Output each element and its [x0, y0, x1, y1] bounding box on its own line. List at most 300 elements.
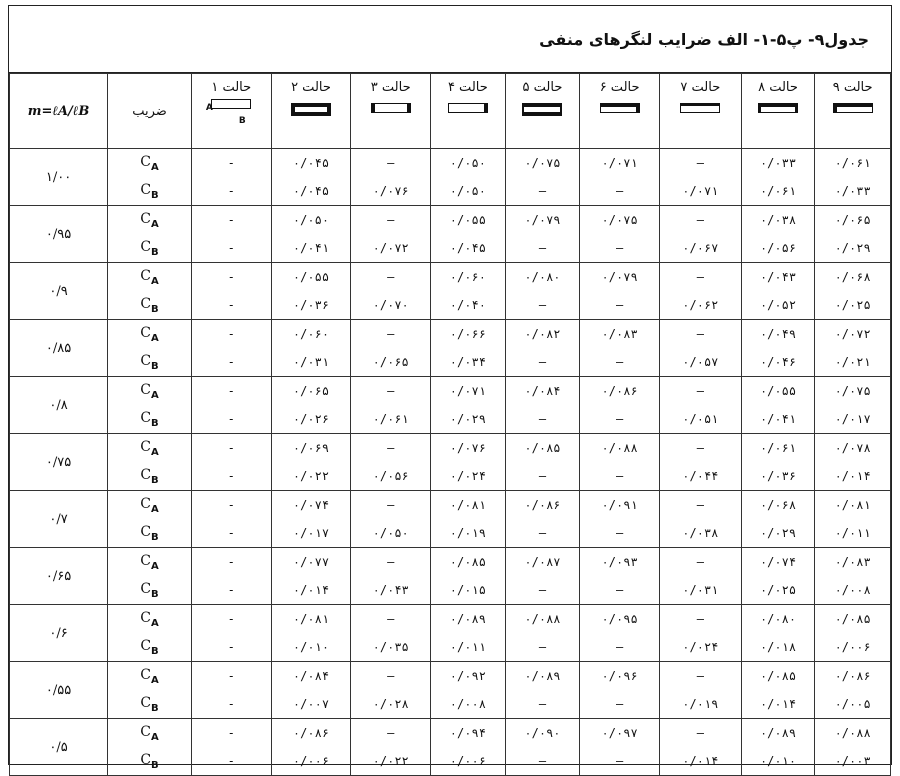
- value-cell: ۰/۰۱۱: [431, 633, 506, 662]
- m-ratio-cell: ۰/۹۵: [10, 206, 108, 263]
- value-cell: ۰/۰۸۱: [271, 605, 351, 634]
- value-cell: –: [505, 348, 580, 377]
- value-cell: ۰/۰۷۵: [505, 149, 580, 178]
- coefficient-cell: [108, 263, 192, 292]
- value-cell: ۰/۰۳۳: [815, 177, 891, 206]
- coefficient-cell: [108, 320, 192, 349]
- value-cell: –: [505, 291, 580, 320]
- value-cell: ۰/۰۸۰: [741, 605, 815, 634]
- table-row: [10, 177, 891, 206]
- value-cell: –: [580, 633, 660, 662]
- value-cell: ۰/۰۸۱: [431, 491, 506, 520]
- value-cell: -: [191, 491, 271, 520]
- value-cell: ۰/۰۲۸: [351, 690, 431, 719]
- edge-a-label: A: [205, 103, 213, 113]
- value-cell: ۰/۰۹۳: [580, 548, 660, 577]
- coefficient-symbol: C: [140, 438, 151, 455]
- slab-edge-diagram: [600, 103, 640, 113]
- value-cell: ۰/۰۷۷: [271, 548, 351, 577]
- table-row: [10, 491, 891, 520]
- value-cell: ۰/۰۹۷: [580, 719, 660, 748]
- value-cell: ۰/۰۸۵: [431, 548, 506, 577]
- value-cell: ۰/۰۸۸: [815, 719, 891, 748]
- value-cell: -: [191, 690, 271, 719]
- value-cell: ۰/۰۲۲: [271, 462, 351, 491]
- coefficient-cell: [108, 291, 192, 320]
- case-header-2: [271, 74, 351, 149]
- coefficient-symbol: C: [140, 181, 152, 198]
- value-cell: ۰/۰۷۲: [351, 234, 431, 263]
- coefficient-symbol: C: [140, 267, 151, 284]
- coefficient-cell: [108, 662, 192, 691]
- coefficient-subscript: B: [151, 246, 159, 258]
- value-cell: ۰/۰۵۷: [659, 348, 741, 377]
- m-ratio-cell: ۰/۵۵: [10, 662, 108, 719]
- value-cell: -: [191, 633, 271, 662]
- value-cell: ۰/۰۸۵: [505, 434, 580, 463]
- value-cell: ۰/۰۵۵: [271, 263, 351, 292]
- case-header-8: [741, 74, 815, 149]
- value-cell: ۰/۰۲۴: [431, 462, 506, 491]
- case-header-6: [580, 74, 660, 149]
- value-cell: –: [659, 434, 741, 463]
- table-row: [10, 291, 891, 320]
- coefficient-subscript: B: [151, 303, 159, 315]
- value-cell: ۰/۰۱۷: [815, 405, 891, 434]
- coefficient-subscript: A: [150, 560, 159, 572]
- coefficient-symbol: C: [140, 666, 151, 683]
- coefficient-subscript: B: [151, 645, 159, 657]
- value-cell: ۰/۰۵۰: [431, 149, 506, 178]
- value-cell: ۰/۰۸۶: [580, 377, 660, 406]
- coefficient-cell: [108, 206, 192, 235]
- value-cell: -: [191, 263, 271, 292]
- value-cell: –: [351, 263, 431, 292]
- coefficient-subscript: A: [150, 503, 159, 515]
- coefficient-cell: [108, 405, 192, 434]
- value-cell: -: [191, 719, 271, 748]
- coefficient-symbol: C: [140, 723, 151, 740]
- value-cell: -: [191, 348, 271, 377]
- case-label: حالت ۹: [832, 80, 873, 95]
- coefficient-symbol: C: [140, 409, 152, 426]
- value-cell: ۰/۰۳۱: [271, 348, 351, 377]
- value-cell: ۰/۰۸۹: [505, 662, 580, 691]
- value-cell: ۰/۰۶۰: [271, 320, 351, 349]
- value-cell: ۰/۰۶۱: [815, 149, 891, 178]
- m-ratio-cell: ۰/۷۵: [10, 434, 108, 491]
- m-ratio-cell: ۱/۰۰: [10, 149, 108, 206]
- value-cell: ۰/۰۶۲: [659, 291, 741, 320]
- value-cell: -: [191, 177, 271, 206]
- value-cell: –: [580, 519, 660, 548]
- value-cell: ۰/۰۵۰: [351, 519, 431, 548]
- coefficient-subscript: A: [150, 275, 159, 287]
- value-cell: ۰/۰۸۶: [271, 719, 351, 748]
- value-cell: ۰/۰۹۲: [431, 662, 506, 691]
- value-cell: –: [659, 263, 741, 292]
- coefficient-subscript: A: [150, 161, 159, 173]
- coefficient-symbol: C: [140, 466, 152, 483]
- value-cell: ۰/۰۱۹: [659, 690, 741, 719]
- value-cell: -: [191, 576, 271, 605]
- value-cell: ۰/۰۰۷: [271, 690, 351, 719]
- value-cell: ۰/۰۴۵: [271, 177, 351, 206]
- value-cell: –: [659, 491, 741, 520]
- value-cell: ۰/۰۲۱: [815, 348, 891, 377]
- value-cell: –: [351, 149, 431, 178]
- value-cell: ۰/۰۳۶: [741, 462, 815, 491]
- slab-edge-diagram: [758, 103, 798, 113]
- value-cell: -: [191, 377, 271, 406]
- table-row: [10, 263, 891, 292]
- value-cell: ۰/۰۸۹: [431, 605, 506, 634]
- value-cell: ۰/۰۰۶: [271, 747, 351, 776]
- table-row: [10, 206, 891, 235]
- value-cell: ۰/۰۲۹: [815, 234, 891, 263]
- value-cell: ۰/۰۵۰: [431, 177, 506, 206]
- value-cell: ۰/۰۸۵: [741, 662, 815, 691]
- value-cell: -: [191, 149, 271, 178]
- slab-edge-diagram: [833, 103, 873, 113]
- value-cell: –: [659, 149, 741, 178]
- case-label: حالت ۶: [599, 80, 640, 95]
- case-label: حالت ۲: [291, 80, 331, 95]
- m-ratio-cell: ۰/۶: [10, 605, 108, 662]
- value-cell: –: [505, 177, 580, 206]
- value-cell: ۰/۰۸۲: [505, 320, 580, 349]
- value-cell: ۰/۰۸۶: [815, 662, 891, 691]
- table-row: [10, 605, 891, 634]
- coefficient-subscript: A: [150, 731, 159, 743]
- value-cell: –: [580, 405, 660, 434]
- value-cell: ۰/۰۱۴: [659, 747, 741, 776]
- value-cell: –: [505, 462, 580, 491]
- value-cell: –: [580, 462, 660, 491]
- value-cell: ۰/۰۸۶: [505, 491, 580, 520]
- value-cell: ۰/۰۸۱: [815, 491, 891, 520]
- value-cell: –: [580, 747, 660, 776]
- value-cell: ۰/۰۷۲: [815, 320, 891, 349]
- case-label: حالت ۷: [680, 80, 721, 95]
- value-cell: ۰/۰۵۵: [431, 206, 506, 235]
- value-cell: –: [580, 348, 660, 377]
- value-cell: ۰/۰۶۶: [431, 320, 506, 349]
- value-cell: ۰/۰۸۴: [505, 377, 580, 406]
- coefficient-subscript: B: [151, 759, 159, 771]
- value-cell: ۰/۰۸۴: [271, 662, 351, 691]
- value-cell: ۰/۰۲۴: [659, 633, 741, 662]
- m-ratio-cell: ۰/۹: [10, 263, 108, 320]
- case-label: حالت ۳: [370, 80, 411, 95]
- value-cell: ۰/۰۱۸: [741, 633, 815, 662]
- table-frame: [8, 5, 892, 771]
- coefficient-subscript: A: [150, 446, 159, 458]
- value-cell: ۰/۰۱۴: [271, 576, 351, 605]
- value-cell: –: [505, 690, 580, 719]
- value-cell: ۰/۰۳۶: [271, 291, 351, 320]
- value-cell: ۰/۰۲۵: [815, 291, 891, 320]
- case-label: حالت ۵: [522, 80, 563, 95]
- coefficient-subscript: A: [150, 218, 159, 230]
- table-row: [10, 348, 891, 377]
- value-cell: ۰/۰۷۱: [580, 149, 660, 178]
- coefficient-subscript: A: [150, 617, 159, 629]
- coefficient-header: ضریب: [108, 74, 192, 149]
- table-row: [10, 719, 891, 748]
- case-label: حالت ۴: [447, 80, 488, 95]
- coefficient-symbol: C: [140, 352, 152, 369]
- value-cell: -: [191, 434, 271, 463]
- table-row: [10, 519, 891, 548]
- coefficient-table: [9, 73, 891, 776]
- value-cell: –: [505, 747, 580, 776]
- value-cell: ۰/۰۴۵: [271, 149, 351, 178]
- value-cell: –: [580, 234, 660, 263]
- coefficient-symbol: C: [140, 238, 152, 255]
- value-cell: ۰/۰۰۸: [431, 690, 506, 719]
- value-cell: ۰/۰۴۱: [741, 405, 815, 434]
- value-cell: –: [659, 320, 741, 349]
- value-cell: ۰/۰۰۶: [815, 633, 891, 662]
- value-cell: ۰/۰۸۷: [505, 548, 580, 577]
- page-title: جدول۹- پ۵-۱- الف ضرایب لنگرهای منفی: [9, 6, 891, 73]
- table-row: [10, 690, 891, 719]
- value-cell: ۰/۰۲۹: [741, 519, 815, 548]
- coefficient-symbol: C: [140, 210, 151, 227]
- value-cell: ۰/۰۷۸: [815, 434, 891, 463]
- coefficient-cell: [108, 177, 192, 206]
- coefficient-subscript: B: [151, 189, 159, 201]
- value-cell: -: [191, 662, 271, 691]
- coefficient-subscript: B: [151, 474, 159, 486]
- value-cell: ۰/۰۸۵: [815, 605, 891, 634]
- value-cell: ۰/۰۷۴: [741, 548, 815, 577]
- value-cell: ۰/۰۱۹: [431, 519, 506, 548]
- value-cell: –: [659, 662, 741, 691]
- value-cell: ۰/۰۵۲: [741, 291, 815, 320]
- slab-edge-diagram: [448, 103, 488, 113]
- coefficient-symbol: C: [140, 609, 151, 626]
- value-cell: ۰/۰۲۵: [741, 576, 815, 605]
- table-body: [10, 149, 891, 776]
- value-cell: ۰/۰۱۰: [741, 747, 815, 776]
- coefficient-cell: [108, 576, 192, 605]
- value-cell: ۰/۰۷۶: [431, 434, 506, 463]
- value-cell: –: [351, 719, 431, 748]
- coefficient-symbol: C: [140, 381, 151, 398]
- value-cell: ۰/۰۷۵: [815, 377, 891, 406]
- value-cell: ۰/۰۳۱: [659, 576, 741, 605]
- value-cell: ۰/۰۸۳: [580, 320, 660, 349]
- value-cell: ۰/۰۹۵: [580, 605, 660, 634]
- coefficient-cell: [108, 149, 192, 178]
- coefficient-symbol: C: [140, 523, 152, 540]
- value-cell: ۰/۰۸۰: [505, 263, 580, 292]
- slab-edge-diagram: [680, 103, 720, 113]
- case-header-9: [815, 74, 891, 149]
- value-cell: -: [191, 605, 271, 634]
- table-row: [10, 633, 891, 662]
- value-cell: ۰/۰۱۴: [741, 690, 815, 719]
- value-cell: ۰/۰۶۵: [351, 348, 431, 377]
- value-cell: ۰/۰۶۸: [741, 491, 815, 520]
- value-cell: ۰/۰۵۶: [351, 462, 431, 491]
- coefficient-cell: [108, 348, 192, 377]
- table-row: [10, 462, 891, 491]
- value-cell: ۰/۰۹۰: [505, 719, 580, 748]
- value-cell: ۰/۰۶۵: [271, 377, 351, 406]
- value-cell: ۰/۰۴۴: [659, 462, 741, 491]
- value-cell: ۰/۰۸۸: [580, 434, 660, 463]
- coefficient-cell: [108, 234, 192, 263]
- value-cell: –: [351, 206, 431, 235]
- coefficient-cell: [108, 462, 192, 491]
- coefficient-subscript: A: [150, 389, 159, 401]
- value-cell: ۰/۰۵۰: [271, 206, 351, 235]
- value-cell: ۰/۰۶۱: [741, 177, 815, 206]
- coefficient-symbol: C: [140, 324, 151, 341]
- value-cell: ۰/۰۵۱: [659, 405, 741, 434]
- value-cell: –: [659, 206, 741, 235]
- value-cell: ۰/۰۱۴: [815, 462, 891, 491]
- value-cell: -: [191, 405, 271, 434]
- value-cell: ۰/۰۶۷: [659, 234, 741, 263]
- value-cell: ۰/۰۷۶: [351, 177, 431, 206]
- value-cell: –: [505, 576, 580, 605]
- value-cell: -: [191, 462, 271, 491]
- value-cell: ۰/۰۱۱: [815, 519, 891, 548]
- m-ratio-cell: ۰/۸۵: [10, 320, 108, 377]
- value-cell: ۰/۰۶۵: [815, 206, 891, 235]
- coefficient-subscript: B: [151, 588, 159, 600]
- value-cell: ۰/۰۸۹: [741, 719, 815, 748]
- value-cell: ۰/۰۶۱: [741, 434, 815, 463]
- value-cell: ۰/۰۶۱: [351, 405, 431, 434]
- value-cell: ۰/۰۸۸: [505, 605, 580, 634]
- value-cell: ۰/۰۳۳: [741, 149, 815, 178]
- value-cell: ۰/۰۴۰: [431, 291, 506, 320]
- coefficient-symbol: C: [140, 637, 152, 654]
- value-cell: ۰/۰۶۹: [271, 434, 351, 463]
- coefficient-symbol: C: [140, 295, 152, 312]
- value-cell: -: [191, 234, 271, 263]
- value-cell: –: [351, 605, 431, 634]
- m-ratio-cell: ۰/۵: [10, 719, 108, 776]
- value-cell: ۰/۰۹۱: [580, 491, 660, 520]
- value-cell: -: [191, 519, 271, 548]
- value-cell: –: [351, 662, 431, 691]
- slab-edge-diagram: [522, 103, 562, 116]
- coefficient-symbol: C: [140, 694, 152, 711]
- value-cell: ۰/۰۷۱: [431, 377, 506, 406]
- case-label: حالت ۱: [211, 80, 252, 95]
- slab-edge-diagram: [211, 99, 251, 109]
- value-cell: ۰/۰۴۱: [271, 234, 351, 263]
- value-cell: –: [659, 548, 741, 577]
- value-cell: –: [580, 576, 660, 605]
- value-cell: –: [351, 320, 431, 349]
- value-cell: ۰/۰۲۲: [351, 747, 431, 776]
- value-cell: -: [191, 320, 271, 349]
- table-row: [10, 434, 891, 463]
- table-row: [10, 548, 891, 577]
- value-cell: ۰/۰۱۵: [431, 576, 506, 605]
- value-cell: ۰/۰۳۴: [431, 348, 506, 377]
- value-cell: ۰/۰۴۳: [351, 576, 431, 605]
- table-row: [10, 747, 891, 776]
- coefficient-subscript: A: [150, 674, 159, 686]
- value-cell: ۰/۰۹۴: [431, 719, 506, 748]
- value-cell: ۰/۰۰۸: [815, 576, 891, 605]
- value-cell: ۰/۰۸۳: [815, 548, 891, 577]
- value-cell: -: [191, 206, 271, 235]
- header-row: [10, 74, 891, 149]
- coefficient-cell: [108, 633, 192, 662]
- value-cell: -: [191, 747, 271, 776]
- value-cell: –: [505, 234, 580, 263]
- slab-edge-diagram: [371, 103, 411, 113]
- table-row: [10, 405, 891, 434]
- coefficient-cell: [108, 690, 192, 719]
- value-cell: ۰/۰۱۷: [271, 519, 351, 548]
- coefficient-subscript: B: [151, 417, 159, 429]
- coefficient-subscript: B: [151, 531, 159, 543]
- value-cell: ۰/۰۹۶: [580, 662, 660, 691]
- coefficient-subscript: B: [151, 360, 159, 372]
- coefficient-cell: [108, 519, 192, 548]
- value-cell: ۰/۰۱۰: [271, 633, 351, 662]
- value-cell: ۰/۰۵۶: [741, 234, 815, 263]
- coefficient-symbol: C: [140, 552, 151, 569]
- value-cell: ۰/۰۷۵: [580, 206, 660, 235]
- value-cell: –: [659, 719, 741, 748]
- value-cell: ۰/۰۴۵: [431, 234, 506, 263]
- table-row: [10, 234, 891, 263]
- coefficient-cell: [108, 548, 192, 577]
- case-header-1: [191, 74, 271, 149]
- value-cell: ۰/۰۷۰: [351, 291, 431, 320]
- m-ratio-cell: ۰/۷: [10, 491, 108, 548]
- value-cell: ۰/۰۲۶: [271, 405, 351, 434]
- value-cell: ۰/۰۷۹: [580, 263, 660, 292]
- value-cell: –: [351, 434, 431, 463]
- table-row: [10, 320, 891, 349]
- coefficient-cell: [108, 377, 192, 406]
- coefficient-symbol: C: [140, 751, 152, 768]
- value-cell: –: [351, 377, 431, 406]
- value-cell: ۰/۰۴۹: [741, 320, 815, 349]
- value-cell: ۰/۰۳۸: [659, 519, 741, 548]
- coefficient-cell: [108, 605, 192, 634]
- value-cell: –: [505, 519, 580, 548]
- value-cell: ۰/۰۳۸: [741, 206, 815, 235]
- value-cell: ۰/۰۳۵: [351, 633, 431, 662]
- value-cell: ۰/۰۰۵: [815, 690, 891, 719]
- value-cell: –: [351, 548, 431, 577]
- table-row: [10, 149, 891, 178]
- value-cell: –: [580, 291, 660, 320]
- value-cell: ۰/۰۶۰: [431, 263, 506, 292]
- value-cell: ۰/۰۰۳: [815, 747, 891, 776]
- value-cell: -: [191, 548, 271, 577]
- coefficient-subscript: B: [151, 702, 159, 714]
- value-cell: ۰/۰۷۴: [271, 491, 351, 520]
- value-cell: –: [580, 690, 660, 719]
- m-ratio-cell: ۰/۶۵: [10, 548, 108, 605]
- case-header-3: [351, 74, 431, 149]
- value-cell: ۰/۰۴۶: [741, 348, 815, 377]
